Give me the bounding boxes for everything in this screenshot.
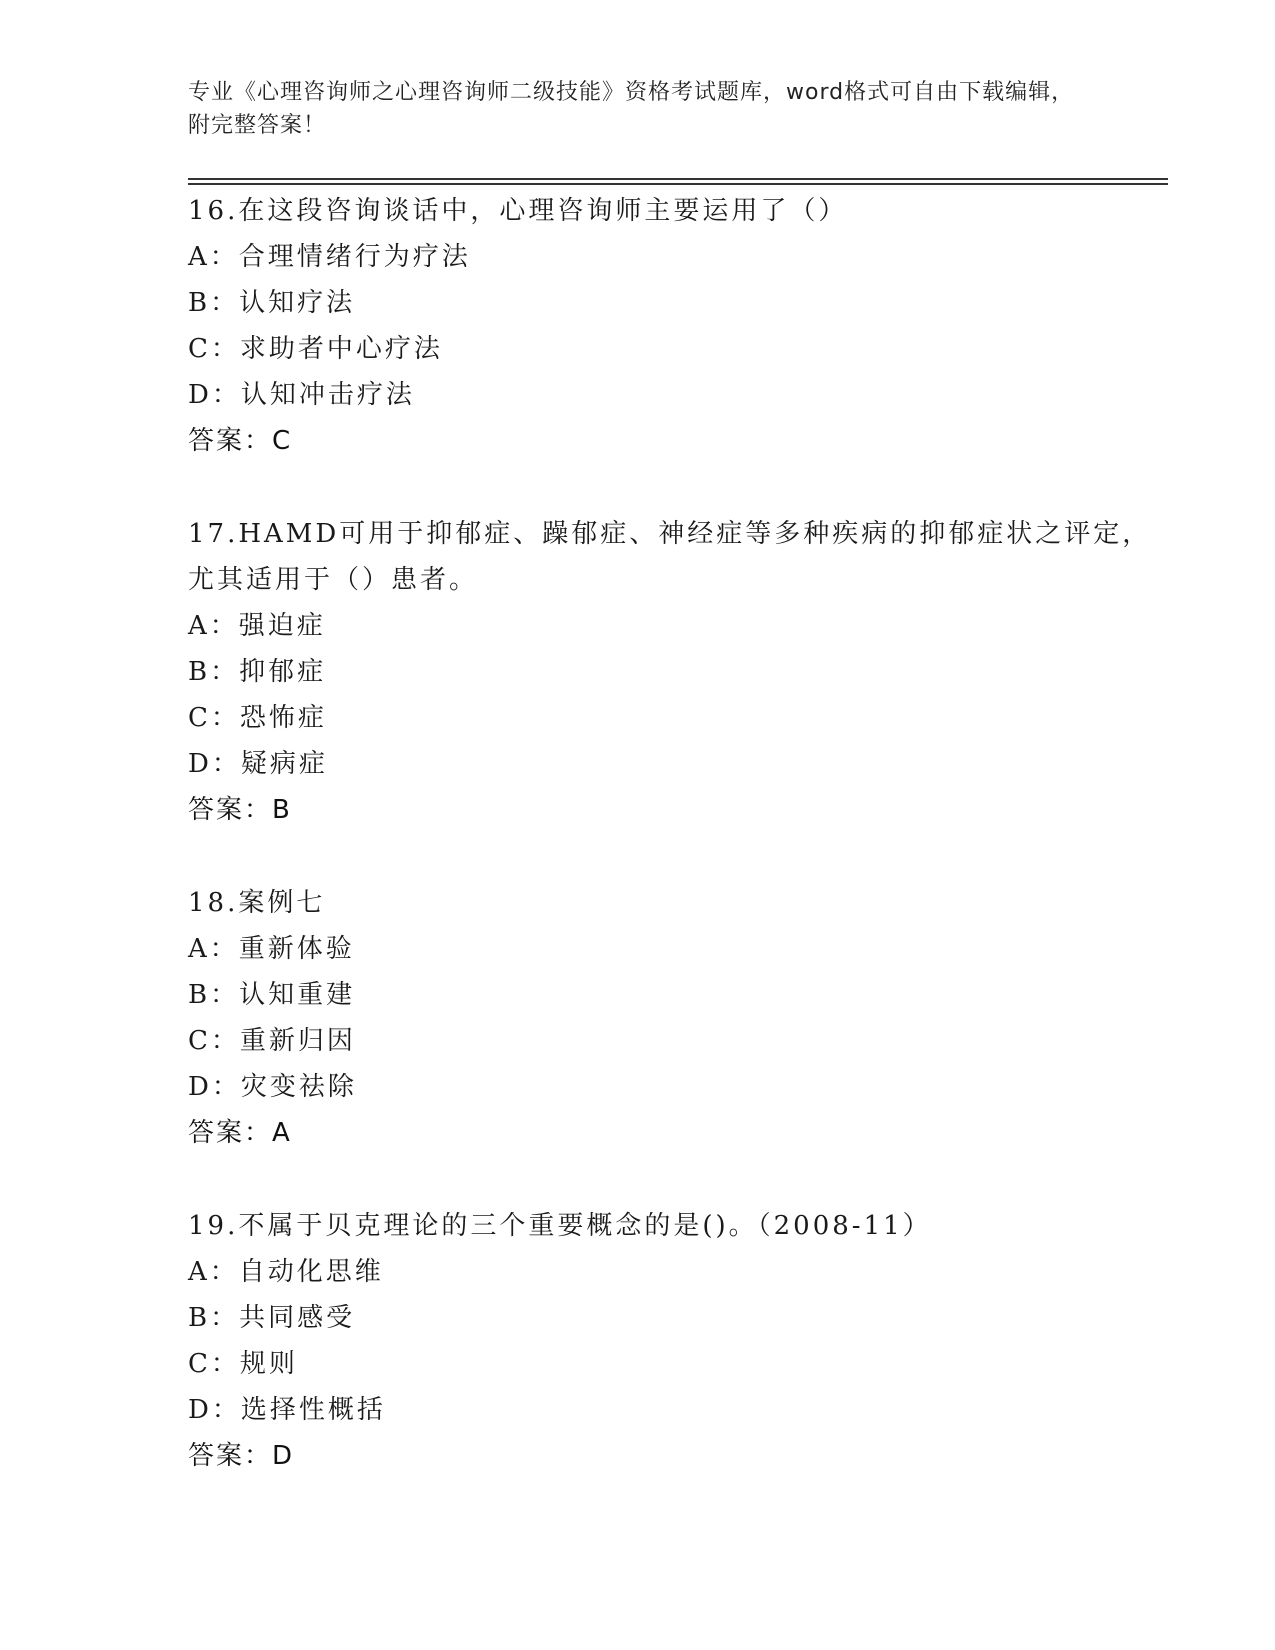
question-16: [188, 188, 1178, 464]
option-c: C：求助者中心疗法: [188, 334, 443, 364]
answer-label: 答案：D: [188, 1441, 295, 1471]
question-19: [188, 1203, 1178, 1479]
question-17: [188, 511, 1178, 833]
document-header: 专业《心理咨询师之心理咨询师二级技能》资格考试题库，word格式可自由下载编辑，附完整答案！: [188, 80, 1075, 138]
answer-label: 答案：B: [188, 795, 292, 825]
question-stem: 16.在这段咨询谈话中，心理咨询师主要运用了（）: [188, 196, 848, 226]
question-stem: 19.不属于贝克理论的三个重要概念的是()。（2008-11）: [188, 1211, 932, 1241]
option-b: B：共同感受: [188, 1303, 356, 1333]
header-divider-top: [188, 178, 1168, 180]
option-c: C：规则: [188, 1349, 298, 1379]
question-list: [188, 188, 1178, 1526]
option-d: D：认知冲击疗法: [188, 380, 415, 410]
option-d: D：灾变祛除: [188, 1072, 357, 1102]
answer-label: 答案：A: [188, 1118, 292, 1148]
option-d: D：疑病症: [188, 749, 328, 779]
answer-label: 答案：C: [188, 426, 293, 456]
question-stem: 18.案例七: [188, 888, 326, 918]
question-stem: 17.HAMD可用于抑郁症、躁郁症、神经症等多种疾病的抑郁症状之评定，尤其适用于（）患者。: [188, 519, 1152, 595]
option-d: D：选择性概括: [188, 1395, 386, 1425]
option-a: A：自动化思维: [188, 1257, 384, 1287]
question-18: [188, 880, 1178, 1156]
option-b: B：抑郁症: [188, 657, 327, 687]
option-b: B：认知重建: [188, 980, 356, 1010]
option-a: A：重新体验: [188, 934, 355, 964]
option-b: B：认知疗法: [188, 288, 356, 318]
option-a: A：强迫症: [188, 611, 326, 641]
option-a: A：合理情绪行为疗法: [188, 242, 471, 272]
header-divider-bottom: [188, 183, 1168, 185]
option-c: C：恐怖症: [188, 703, 327, 733]
option-c: C：重新归因: [188, 1026, 356, 1056]
